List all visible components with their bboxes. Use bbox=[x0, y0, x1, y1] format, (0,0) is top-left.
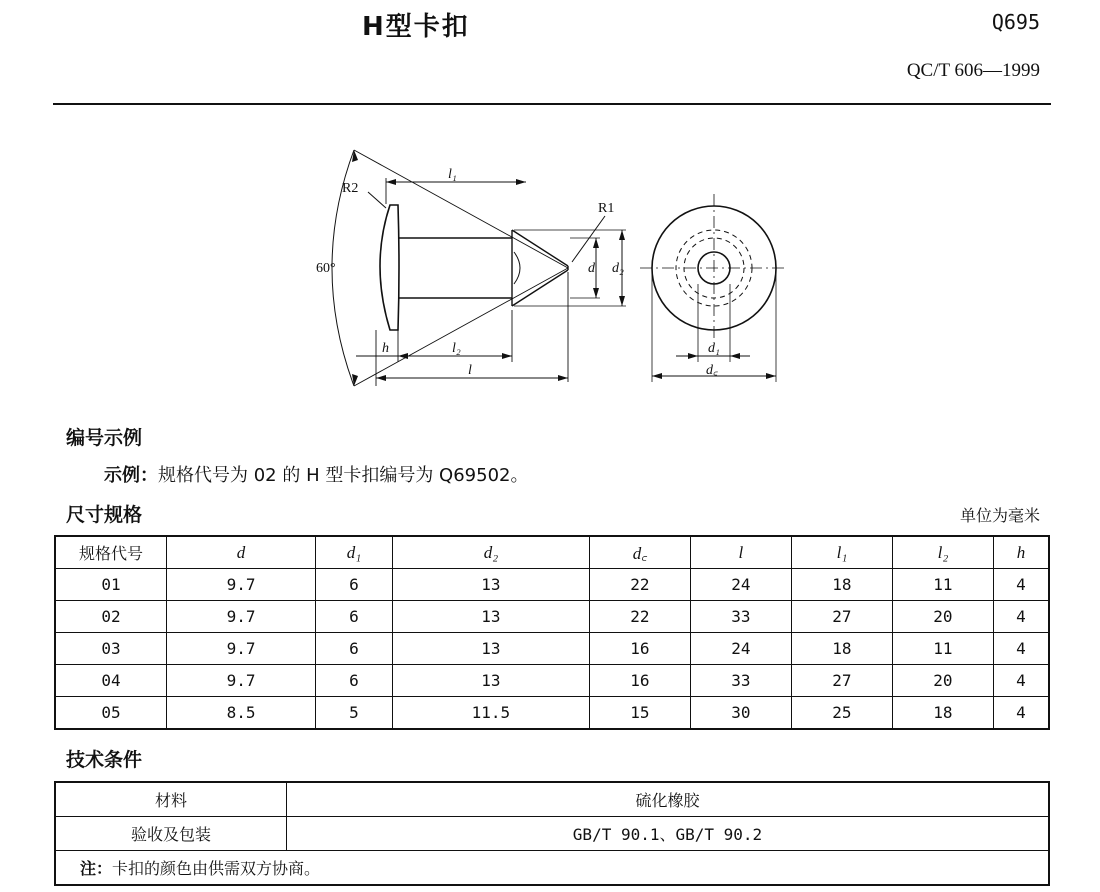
label-dc: d꜀ bbox=[706, 363, 718, 378]
example-text: 规格代号为 02 的 H 型卡扣编号为 Q69502。 bbox=[158, 465, 529, 486]
table-cell: 22 bbox=[589, 601, 690, 633]
table-row bbox=[55, 601, 1049, 633]
note-text: 卡扣的颜色由供需双方协商。 bbox=[112, 859, 321, 878]
technical-table bbox=[54, 781, 1050, 886]
column-header: d₂ bbox=[392, 536, 589, 569]
table-cell: 11 bbox=[892, 569, 993, 601]
table-cell: 16 bbox=[589, 665, 690, 697]
table-cell: 9.7 bbox=[167, 569, 316, 601]
table-row bbox=[55, 697, 1049, 730]
label-angle: 60° bbox=[316, 261, 336, 276]
table-header-row bbox=[55, 536, 1049, 569]
table-cell: 25 bbox=[791, 697, 892, 730]
table-row bbox=[55, 817, 1049, 851]
table-cell: 13 bbox=[392, 633, 589, 665]
note-cell bbox=[55, 851, 1049, 886]
part-code: Q695 bbox=[991, 10, 1040, 34]
table-cell: 18 bbox=[791, 569, 892, 601]
label-d1: d₁ bbox=[708, 341, 720, 356]
table-cell: 4 bbox=[993, 697, 1049, 730]
tech-value: GB/T 90.1、GB/T 90.2 bbox=[287, 817, 1050, 851]
table-cell: 05 bbox=[55, 697, 167, 730]
example-label: 示例： bbox=[104, 465, 158, 486]
label-r1: R1 bbox=[598, 201, 615, 216]
section-heading-example: 编号示例 bbox=[66, 427, 143, 449]
table-cell: 24 bbox=[690, 569, 791, 601]
table-cell: 20 bbox=[892, 665, 993, 697]
table-cell: 30 bbox=[690, 697, 791, 730]
standard-number: QC/T 606—1999 bbox=[906, 60, 1040, 81]
note-label: 注： bbox=[80, 859, 113, 878]
dimensions-table bbox=[54, 535, 1050, 730]
table-cell: 27 bbox=[791, 601, 892, 633]
table-cell: 5 bbox=[316, 697, 393, 730]
column-header: d₁ bbox=[316, 536, 393, 569]
table-cell: 11 bbox=[892, 633, 993, 665]
table-cell: 4 bbox=[993, 569, 1049, 601]
label-h: h bbox=[382, 341, 389, 356]
table-cell: 13 bbox=[392, 665, 589, 697]
table-cell: 04 bbox=[55, 665, 167, 697]
column-header: d bbox=[167, 536, 316, 569]
table-cell: 4 bbox=[993, 601, 1049, 633]
label-r2: R2 bbox=[342, 181, 359, 196]
column-header: h bbox=[993, 536, 1049, 569]
label-l1: l₁ bbox=[448, 167, 457, 182]
table-cell: 20 bbox=[892, 601, 993, 633]
table-cell: 03 bbox=[55, 633, 167, 665]
table-cell: 33 bbox=[690, 665, 791, 697]
table-cell: 22 bbox=[589, 569, 690, 601]
table-cell: 24 bbox=[690, 633, 791, 665]
column-header: 规格代号 bbox=[55, 536, 167, 569]
table-cell: 11.5 bbox=[392, 697, 589, 730]
table-cell: 6 bbox=[316, 601, 393, 633]
table-cell: 8.5 bbox=[167, 697, 316, 730]
label-l2: l₂ bbox=[452, 341, 461, 356]
section-heading-technical: 技术条件 bbox=[66, 749, 143, 771]
table-cell: 02 bbox=[55, 601, 167, 633]
table-cell: 4 bbox=[993, 665, 1049, 697]
page-title: H型卡扣 bbox=[362, 12, 470, 42]
tech-value: 硫化橡胶 bbox=[287, 782, 1050, 817]
table-cell: 16 bbox=[589, 633, 690, 665]
table-cell: 4 bbox=[993, 633, 1049, 665]
part-drawing bbox=[300, 130, 820, 420]
label-l: l bbox=[468, 363, 472, 378]
table-row bbox=[55, 851, 1049, 886]
table-cell: 01 bbox=[55, 569, 167, 601]
table-cell: 15 bbox=[589, 697, 690, 730]
table-cell: 9.7 bbox=[167, 633, 316, 665]
table-row bbox=[55, 569, 1049, 601]
table-row bbox=[55, 665, 1049, 697]
label-d: d bbox=[588, 261, 595, 276]
table-row bbox=[55, 782, 1049, 817]
table-cell: 6 bbox=[316, 569, 393, 601]
table-row bbox=[55, 633, 1049, 665]
table-cell: 13 bbox=[392, 601, 589, 633]
table-cell: 9.7 bbox=[167, 601, 316, 633]
table-cell: 13 bbox=[392, 569, 589, 601]
column-header: l₂ bbox=[892, 536, 993, 569]
example-paragraph bbox=[104, 461, 528, 487]
table-cell: 6 bbox=[316, 633, 393, 665]
table-cell: 18 bbox=[791, 633, 892, 665]
label-d2: d₂ bbox=[612, 261, 624, 276]
column-header: l bbox=[690, 536, 791, 569]
tech-key: 验收及包装 bbox=[55, 817, 287, 851]
table-cell: 27 bbox=[791, 665, 892, 697]
table-cell: 33 bbox=[690, 601, 791, 633]
header-divider bbox=[53, 103, 1051, 105]
tech-key: 材料 bbox=[55, 782, 287, 817]
column-header: d꜀ bbox=[589, 536, 690, 569]
unit-note: 单位为毫米 bbox=[959, 506, 1040, 525]
table-cell: 6 bbox=[316, 665, 393, 697]
column-header: l₁ bbox=[791, 536, 892, 569]
table-cell: 18 bbox=[892, 697, 993, 730]
table-cell: 9.7 bbox=[167, 665, 316, 697]
section-heading-dimensions: 尺寸规格 bbox=[66, 504, 143, 526]
